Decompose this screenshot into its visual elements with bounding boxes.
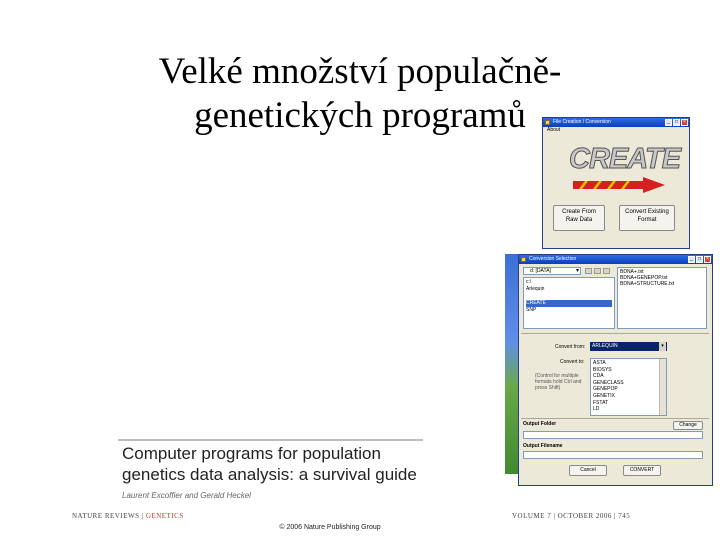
convert-to-label: Convert to: xyxy=(560,359,585,365)
file-list-item[interactable]: BDNA+STRUCTURE.txt xyxy=(620,281,675,287)
output-folder-label: Output Folder xyxy=(523,421,557,427)
file-list[interactable] xyxy=(617,267,707,329)
new-folder-icon[interactable] xyxy=(594,268,601,274)
view-menu-icon[interactable] xyxy=(603,268,610,274)
create-logo: CREATE xyxy=(569,143,681,175)
cancel-button[interactable]: Cancel xyxy=(569,465,607,476)
create-from-raw-data-button[interactable]: Create From Raw Data xyxy=(553,205,605,231)
folder-tree-item-selected[interactable]: CREATE xyxy=(526,300,612,307)
conversion-title: Conversion Selection xyxy=(529,256,577,262)
conversion-selection-window xyxy=(518,254,713,486)
list-scrollbar[interactable] xyxy=(659,359,666,415)
folder-tree-item[interactable]: SNP xyxy=(526,307,537,313)
slide-title-line1: Velké množství populačně- xyxy=(158,51,562,92)
folder-tree-item[interactable] xyxy=(526,293,612,300)
close-icon[interactable]: × xyxy=(704,256,711,263)
drive-select[interactable]: d: [DATA] ▾ xyxy=(523,267,581,275)
convert-to-option[interactable]: LD xyxy=(593,406,600,413)
journal-name-left: NATURE REVIEWS xyxy=(72,512,140,520)
convert-to-option[interactable]: GENEPOP xyxy=(593,386,618,393)
convert-to-option[interactable]: GENECLASS xyxy=(593,379,624,386)
app-icon xyxy=(545,120,550,125)
minimize-icon[interactable]: _ xyxy=(665,119,672,126)
folder-tree[interactable] xyxy=(523,277,615,329)
maximize-icon[interactable]: □ xyxy=(674,119,679,125)
journal-name: NATURE REVIEWS | GENETICS xyxy=(72,512,184,520)
paper-title xyxy=(122,443,424,485)
convert-from-label: Convert from: xyxy=(555,344,586,350)
convert-existing-format-button[interactable]: Convert Existing Format xyxy=(619,205,675,231)
convert-to-list[interactable] xyxy=(590,358,667,416)
journal-name-right: GENETICS xyxy=(145,512,184,520)
minimize-icon[interactable]: _ xyxy=(688,256,695,263)
divider xyxy=(521,418,709,419)
folder-tree-item[interactable]: Arlequin xyxy=(526,286,545,292)
convert-to-option[interactable]: CDA xyxy=(593,373,604,380)
convert-from-select[interactable]: ARLEQUIN ▾ xyxy=(590,342,667,351)
change-button[interactable]: Change xyxy=(673,421,703,430)
file-creation-window xyxy=(542,117,690,249)
file-list-item[interactable]: BDNA+GENEPOP.txt xyxy=(620,275,668,281)
paper-title-line1: Computer programs for population xyxy=(122,444,381,463)
paper-title-line2: genetics data analysis: a survival guide xyxy=(122,465,417,484)
convert-to-option[interactable]: GENETIX xyxy=(593,392,615,399)
folder-tree-item[interactable]: c:\ xyxy=(526,279,532,285)
desktop-background xyxy=(505,254,519,474)
menu-about[interactable]: About xyxy=(547,127,561,133)
convert-button[interactable]: CONVERT xyxy=(623,465,661,476)
slide-title-line2: genetických programů xyxy=(194,95,526,136)
convert-to-option[interactable]: ASTA xyxy=(593,360,606,366)
file-creation-title: File Creation / Conversion xyxy=(553,119,611,125)
divider xyxy=(521,333,709,334)
output-filename-field[interactable] xyxy=(523,451,703,459)
file-creation-titlebar xyxy=(543,118,689,127)
paper-authors: Laurent Excoffier and Gerald Heckel xyxy=(122,491,251,500)
convert-to-option[interactable]: BIOSYS xyxy=(593,366,612,373)
create-arrow-icon xyxy=(573,177,665,193)
copyright: © 2006 Nature Publishing Group xyxy=(279,524,381,531)
issue-info: VOLUME 7 | OCTOBER 2006 | 745 xyxy=(512,512,631,520)
close-icon[interactable]: × xyxy=(681,119,688,126)
up-folder-icon[interactable] xyxy=(585,268,592,274)
multi-select-note: (Control for multiple formats hold Ctrl and press Shift) xyxy=(535,373,582,391)
app-icon xyxy=(521,257,526,262)
conversion-titlebar xyxy=(519,255,712,264)
output-filename-label: Output Filename xyxy=(523,443,563,449)
file-list-item[interactable]: BDNA+.txt xyxy=(620,269,644,275)
output-folder-field[interactable] xyxy=(523,431,703,439)
paper-rule xyxy=(118,439,423,441)
maximize-icon[interactable]: □ xyxy=(697,256,702,262)
convert-to-option[interactable]: FSTAT xyxy=(593,399,609,406)
